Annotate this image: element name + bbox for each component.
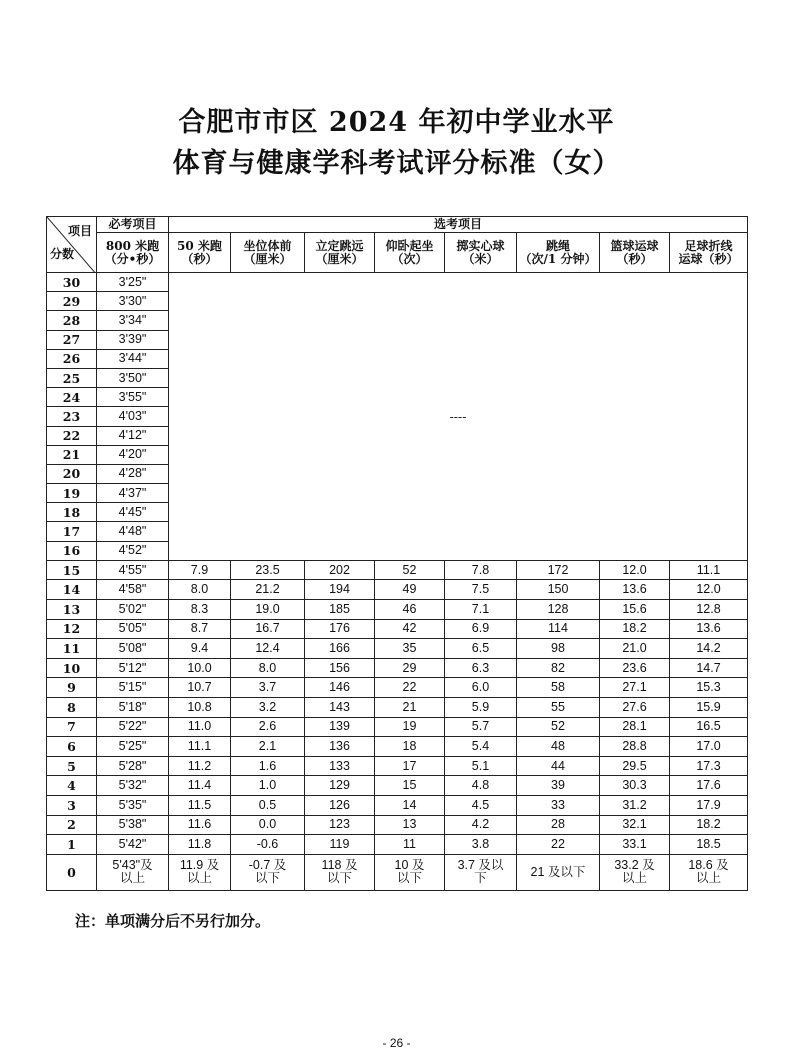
score-cell: 24 <box>47 388 97 407</box>
table-row <box>47 619 748 639</box>
run800-cell: 4'45" <box>97 503 169 522</box>
column-header <box>670 233 748 273</box>
value-cell: 139 <box>305 717 375 737</box>
column-header <box>97 233 169 273</box>
cell-line: 118 及 <box>321 858 358 873</box>
score-cell: 20 <box>47 464 97 483</box>
value-cell: 3.2 <box>231 697 305 717</box>
value-cell: 0.5 <box>231 795 305 815</box>
column-unit: （秒） <box>181 251 218 266</box>
value-cell: 3.8 <box>445 835 517 855</box>
column-unit: （米） <box>462 251 499 266</box>
score-cell: 13 <box>47 600 97 620</box>
value-cell: 5'25" <box>97 737 169 757</box>
column-header <box>517 233 600 273</box>
run800-cell: 3'55" <box>97 388 169 407</box>
cell-line: 5'43"及 <box>112 858 153 873</box>
column-header <box>305 233 375 273</box>
value-cell: 28.1 <box>600 717 670 737</box>
value-cell: 8.0 <box>169 580 231 600</box>
value-cell: 5'08" <box>97 639 169 659</box>
value-cell: 55 <box>517 697 600 717</box>
value-cell: 29.5 <box>600 756 670 776</box>
run800-cell: 3'50" <box>97 368 169 387</box>
value-cell: 11.2 <box>169 756 231 776</box>
value-cell: 42 <box>375 619 445 639</box>
value-cell: 11.1 <box>169 737 231 757</box>
column-unit: （厘米） <box>243 251 292 266</box>
value-cell: 21.0 <box>600 639 670 659</box>
value-cell: 5'12" <box>97 658 169 678</box>
score-cell: 9 <box>47 678 97 698</box>
value-cell: 35 <box>375 639 445 659</box>
score-cell: 15 <box>47 560 97 580</box>
score-cell: 18 <box>47 503 97 522</box>
value-cell: 9.4 <box>169 639 231 659</box>
table-row <box>47 639 748 659</box>
value-cell: 11.0 <box>169 717 231 737</box>
score-cell: 27 <box>47 330 97 349</box>
value-cell: 33.1 <box>600 835 670 855</box>
score-cell: 11 <box>47 639 97 659</box>
value-cell: 5'42" <box>97 835 169 855</box>
value-cell: 133 <box>305 756 375 776</box>
score-cell: 28 <box>47 311 97 330</box>
corner-label-item: 项目 <box>67 224 92 238</box>
run800-cell: 4'48" <box>97 522 169 541</box>
run800-cell: 3'30" <box>97 292 169 311</box>
cell-line: 以下 <box>254 871 280 886</box>
column-header <box>600 233 670 273</box>
value-cell: 6.0 <box>445 678 517 698</box>
cell-line: 以上 <box>696 871 722 886</box>
value-cell: 119 <box>305 835 375 855</box>
column-name: 坐位体前 <box>243 238 292 253</box>
table-row <box>47 717 748 737</box>
value-cell: 32.1 <box>600 815 670 835</box>
value-cell: 19.0 <box>231 600 305 620</box>
value-cell: 5.1 <box>445 756 517 776</box>
column-header <box>231 233 305 273</box>
value-cell: 1.0 <box>231 776 305 796</box>
value-cell: 4.8 <box>445 776 517 796</box>
threshold-cell <box>97 854 169 890</box>
cell-line: 以下 <box>396 871 422 886</box>
header-row-columns <box>47 233 748 273</box>
value-cell: 7.9 <box>169 560 231 580</box>
value-cell: 11.8 <box>169 835 231 855</box>
value-cell: 13 <box>375 815 445 835</box>
score-cell: 7 <box>47 717 97 737</box>
corner-header <box>47 217 97 273</box>
scoring-table <box>46 216 748 891</box>
table-row-zero <box>47 854 748 890</box>
value-cell: 11.6 <box>169 815 231 835</box>
value-cell: 27.1 <box>600 678 670 698</box>
value-cell: 98 <box>517 639 600 659</box>
column-header <box>445 233 517 273</box>
run800-cell: 3'25" <box>97 273 169 292</box>
value-cell: 123 <box>305 815 375 835</box>
cell-line: 21 及以下 <box>530 864 586 879</box>
value-cell: 21.2 <box>231 580 305 600</box>
value-cell: -0.6 <box>231 835 305 855</box>
value-cell: 11.5 <box>169 795 231 815</box>
score-cell: 3 <box>47 795 97 815</box>
value-cell: 22 <box>517 835 600 855</box>
run800-cell: 4'03" <box>97 407 169 426</box>
column-name: 立定跳远 <box>315 238 364 253</box>
threshold-cell <box>305 854 375 890</box>
threshold-cell <box>375 854 445 890</box>
score-cell: 2 <box>47 815 97 835</box>
table-row <box>47 776 748 796</box>
score-cell: 12 <box>47 619 97 639</box>
table-row <box>47 560 748 580</box>
value-cell: 5'32" <box>97 776 169 796</box>
threshold-cell <box>445 854 517 890</box>
value-cell: 146 <box>305 678 375 698</box>
value-cell: 23.5 <box>231 560 305 580</box>
score-cell: 26 <box>47 349 97 368</box>
value-cell: 18.2 <box>600 619 670 639</box>
value-cell: 10.7 <box>169 678 231 698</box>
optional-group-header: 选考项目 <box>169 217 748 233</box>
value-cell: 156 <box>305 658 375 678</box>
value-cell: 21 <box>375 697 445 717</box>
value-cell: 22 <box>375 678 445 698</box>
cell-line: 下 <box>474 871 487 886</box>
score-cell: 19 <box>47 484 97 503</box>
table-row <box>47 658 748 678</box>
value-cell: 17.6 <box>670 776 748 796</box>
table-row <box>47 678 748 698</box>
table-row <box>47 273 748 292</box>
value-cell: 1.6 <box>231 756 305 776</box>
value-cell: 176 <box>305 619 375 639</box>
value-cell: 5'15" <box>97 678 169 698</box>
value-cell: 5'38" <box>97 815 169 835</box>
value-cell: 5'28" <box>97 756 169 776</box>
value-cell: 48 <box>517 737 600 757</box>
value-cell: 14.7 <box>670 658 748 678</box>
required-group-header: 必考项目 <box>97 217 169 233</box>
cell-line: 11.9 及 <box>179 858 220 873</box>
value-cell: 129 <box>305 776 375 796</box>
value-cell: 52 <box>375 560 445 580</box>
value-cell: 185 <box>305 600 375 620</box>
value-cell: 7.1 <box>445 600 517 620</box>
score-cell: 8 <box>47 697 97 717</box>
value-cell: 4.5 <box>445 795 517 815</box>
value-cell: 4'55" <box>97 560 169 580</box>
cell-line: 以上 <box>621 871 647 886</box>
score-cell: 14 <box>47 580 97 600</box>
value-cell: 136 <box>305 737 375 757</box>
cell-line: 以上 <box>119 871 145 886</box>
value-cell: 15 <box>375 776 445 796</box>
value-cell: 5'35" <box>97 795 169 815</box>
value-cell: 11 <box>375 835 445 855</box>
value-cell: 33 <box>517 795 600 815</box>
value-cell: 23.6 <box>600 658 670 678</box>
value-cell: 16.5 <box>670 717 748 737</box>
value-cell: 15.3 <box>670 678 748 698</box>
corner-label-score: 分数 <box>50 247 75 261</box>
column-name: 掷实心球 <box>456 238 505 253</box>
value-cell: 49 <box>375 580 445 600</box>
table-row <box>47 737 748 757</box>
cell-line: -0.7 及 <box>248 858 287 873</box>
value-cell: 19 <box>375 717 445 737</box>
value-cell: 114 <box>517 619 600 639</box>
table-row <box>47 815 748 835</box>
value-cell: 12.8 <box>670 600 748 620</box>
value-cell: 4.2 <box>445 815 517 835</box>
value-cell: 8.7 <box>169 619 231 639</box>
value-cell: 52 <box>517 717 600 737</box>
value-cell: 30.3 <box>600 776 670 796</box>
footnote: 注：单项满分后不另行加分。 <box>75 912 271 930</box>
column-header <box>375 233 445 273</box>
column-unit: （次/1 分钟） <box>519 251 597 266</box>
table-row <box>47 697 748 717</box>
value-cell: 18.2 <box>670 815 748 835</box>
value-cell: 31.2 <box>600 795 670 815</box>
threshold-cell <box>670 854 748 890</box>
value-cell: 3.7 <box>231 678 305 698</box>
cell-line: 18.6 及 <box>688 858 729 873</box>
value-cell: 10.0 <box>169 658 231 678</box>
score-cell: 4 <box>47 776 97 796</box>
table-row <box>47 756 748 776</box>
score-cell: 23 <box>47 407 97 426</box>
value-cell: 29 <box>375 658 445 678</box>
value-cell: 194 <box>305 580 375 600</box>
value-cell: 6.5 <box>445 639 517 659</box>
value-cell: 46 <box>375 600 445 620</box>
value-cell: 58 <box>517 678 600 698</box>
value-cell: 172 <box>517 560 600 580</box>
column-unit: （秒） <box>616 251 653 266</box>
value-cell: 8.0 <box>231 658 305 678</box>
value-cell: 5'02" <box>97 600 169 620</box>
value-cell: 7.8 <box>445 560 517 580</box>
value-cell: 18.5 <box>670 835 748 855</box>
title-line-1: 合肥市市区 2024 年初中学业水平 <box>178 107 615 138</box>
value-cell: 2.1 <box>231 737 305 757</box>
value-cell: 150 <box>517 580 600 600</box>
value-cell: 6.3 <box>445 658 517 678</box>
value-cell: 13.6 <box>600 580 670 600</box>
run800-cell: 3'44" <box>97 349 169 368</box>
value-cell: 39 <box>517 776 600 796</box>
score-cell: 22 <box>47 426 97 445</box>
value-cell: 16.7 <box>231 619 305 639</box>
column-name: 50 米跑 <box>177 238 222 253</box>
value-cell: 82 <box>517 658 600 678</box>
cell-line: 以下 <box>326 871 352 886</box>
score-cell: 17 <box>47 522 97 541</box>
score-cell: 25 <box>47 368 97 387</box>
run800-cell: 4'12" <box>97 426 169 445</box>
value-cell: 128 <box>517 600 600 620</box>
table-row <box>47 795 748 815</box>
value-cell: 17.3 <box>670 756 748 776</box>
value-cell: 11.4 <box>169 776 231 796</box>
value-cell: 12.0 <box>670 580 748 600</box>
threshold-cell <box>231 854 305 890</box>
value-cell: 5'22" <box>97 717 169 737</box>
value-cell: 6.9 <box>445 619 517 639</box>
run800-cell: 4'52" <box>97 541 169 560</box>
value-cell: 12.0 <box>600 560 670 580</box>
page-number: - 26 - <box>382 1036 411 1050</box>
table-row <box>47 835 748 855</box>
value-cell: 28.8 <box>600 737 670 757</box>
value-cell: 4'58" <box>97 580 169 600</box>
value-cell: 17.9 <box>670 795 748 815</box>
score-cell: 6 <box>47 737 97 757</box>
value-cell: 8.3 <box>169 600 231 620</box>
run800-cell: 3'34" <box>97 311 169 330</box>
value-cell: 5'05" <box>97 619 169 639</box>
table-row <box>47 600 748 620</box>
column-unit: （分•秒） <box>104 251 161 266</box>
column-name: 仰卧起坐 <box>385 238 434 253</box>
run800-cell: 4'28" <box>97 464 169 483</box>
cell-line: 3.7 及以 <box>457 858 504 873</box>
value-cell: 15.9 <box>670 697 748 717</box>
value-cell: 17.0 <box>670 737 748 757</box>
column-name: 跳绳 <box>545 238 570 253</box>
run800-cell: 3'39" <box>97 330 169 349</box>
column-unit: 运球（秒） <box>678 251 739 266</box>
table-row <box>47 580 748 600</box>
score-cell: 1 <box>47 835 97 855</box>
column-name: 篮球运球 <box>610 238 659 253</box>
column-name: 800 米跑 <box>105 238 160 253</box>
value-cell: 5.4 <box>445 737 517 757</box>
value-cell: 202 <box>305 560 375 580</box>
score-cell: 21 <box>47 445 97 464</box>
cell-line: 10 及 <box>394 858 425 873</box>
score-cell: 5 <box>47 756 97 776</box>
title-line-2: 体育与健康学科考试评分标准（女） <box>172 148 621 179</box>
value-cell: 5'18" <box>97 697 169 717</box>
score-cell: 0 <box>47 854 97 890</box>
value-cell: 14.2 <box>670 639 748 659</box>
value-cell: 17 <box>375 756 445 776</box>
value-cell: 10.8 <box>169 697 231 717</box>
value-cell: 166 <box>305 639 375 659</box>
value-cell: 0.0 <box>231 815 305 835</box>
score-cell: 10 <box>47 658 97 678</box>
run800-cell: 4'37" <box>97 484 169 503</box>
value-cell: 12.4 <box>231 639 305 659</box>
value-cell: 2.6 <box>231 717 305 737</box>
value-cell: 5.7 <box>445 717 517 737</box>
value-cell: 18 <box>375 737 445 757</box>
value-cell: 126 <box>305 795 375 815</box>
score-cell: 16 <box>47 541 97 560</box>
value-cell: 15.6 <box>600 600 670 620</box>
cell-line: 33.2 及 <box>614 858 655 873</box>
score-cell: 30 <box>47 273 97 292</box>
value-cell: 14 <box>375 795 445 815</box>
column-header <box>169 233 231 273</box>
score-cell: 29 <box>47 292 97 311</box>
value-cell: 13.6 <box>670 619 748 639</box>
threshold-cell <box>600 854 670 890</box>
threshold-cell <box>169 854 231 890</box>
value-cell: 11.1 <box>670 560 748 580</box>
cell-line: 以上 <box>186 871 212 886</box>
value-cell: 28 <box>517 815 600 835</box>
value-cell: 5.9 <box>445 697 517 717</box>
value-cell: 27.6 <box>600 697 670 717</box>
column-unit: （厘米） <box>315 251 364 266</box>
threshold-cell <box>517 854 600 890</box>
value-cell: 44 <box>517 756 600 776</box>
value-cell: 7.5 <box>445 580 517 600</box>
column-name: 足球折线 <box>684 238 733 253</box>
value-cell: 143 <box>305 697 375 717</box>
optional-blank-area: ---- <box>169 273 748 561</box>
run800-cell: 4'20" <box>97 445 169 464</box>
header-row-groups <box>47 217 748 233</box>
column-unit: （次） <box>391 251 428 266</box>
